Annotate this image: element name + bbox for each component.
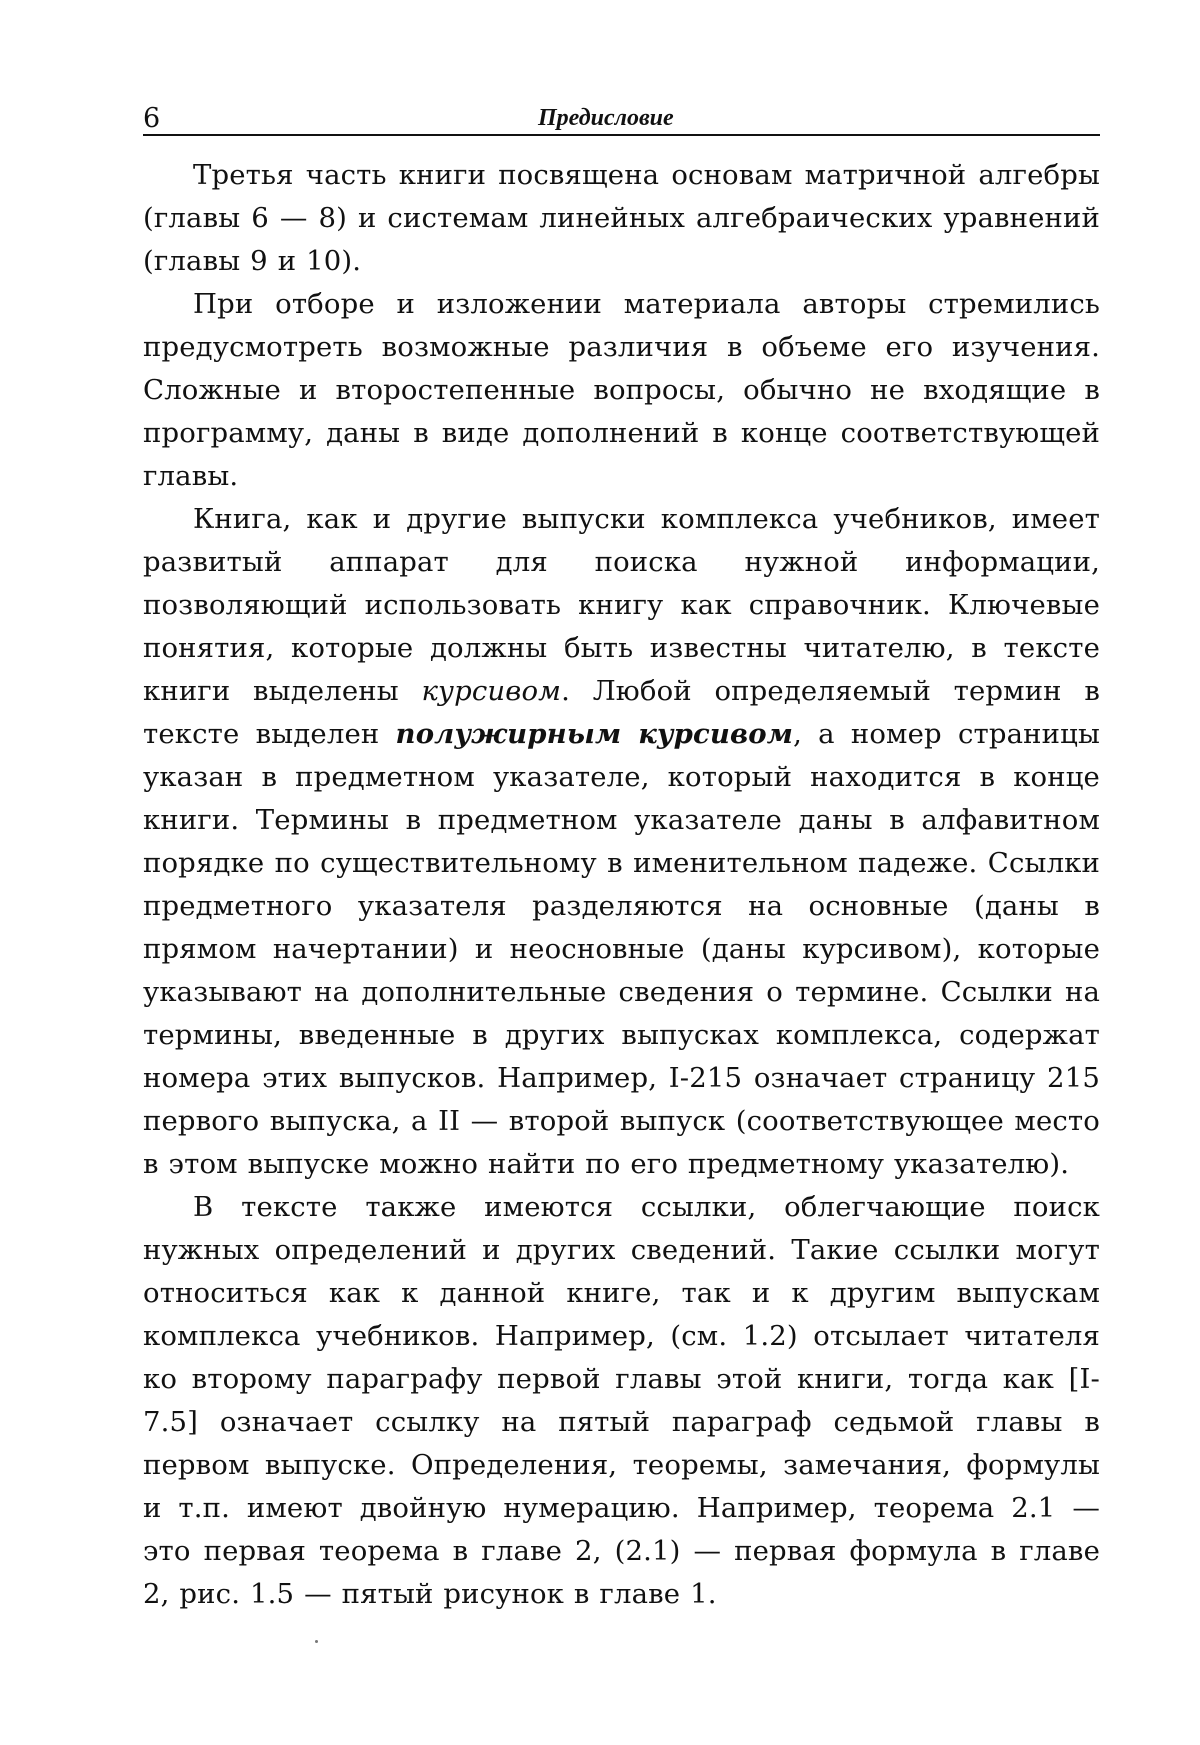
paragraph-3 — [143, 498, 1100, 1186]
scan-speck — [315, 1640, 318, 1643]
paragraph-4: В тексте также имеются ссылки, облегчающие поиск нужных определений и других сведений. Такие ссылки могут относиться как к данной книге, так и к другим выпускам комплекса учебников. Например, (см. 1.2) отсылает читателя ко второму параграфу первой главы этой книги, тогда как [I-7.5] означает ссылку на пятый параграф седьмой главы в первом выпуске. Определения, теоремы, замечания, формулы и т.п. имеют двойную нумерацию. Например, теорема 2.1 — это первая теорема в главе 2, (2.1) — первая формула в главе 2, рис. 1.5 — пятый рисунок в главе 1. — [143, 1191, 1100, 1610]
body-text — [143, 154, 1100, 1616]
bold-italic-term: полужирным курсивом — [395, 718, 794, 750]
page — [143, 100, 1100, 1616]
paragraph-3-text-b: . Любой определяемый термин в тексте выделен — [143, 675, 1100, 750]
paragraph-3-text-a: Книга, как и другие выпуски комплекса учебников, имеет развитый аппарат для поиска нужной информации, позволяющий использовать книгу как справочник. Ключевые понятия, которые должны быть известны читателю, в тексте книги выделены — [143, 503, 1100, 707]
paragraph-2: При отборе и изложении материала авторы стремились предусмотреть возможные различия в объеме его изучения. Сложные и второстепенные вопросы, обычно не входящие в программу, даны в виде дополнений в конце соответствующей главы. — [143, 288, 1100, 492]
italic-term: курсивом — [421, 675, 562, 707]
running-header — [143, 100, 1100, 136]
page-number: 6 — [143, 103, 161, 134]
paragraph-1: Третья часть книги посвящена основам матричной алгебры (главы 6 — 8) и системам линейных алгебраических уравнений (главы 9 и 10). — [143, 159, 1100, 277]
paragraph-3-text-c: , а номер страницы указан в предметном указателе, который находится в конце книги. Термины в предметном указателе даны в алфавитном порядке по существительному в именительном падеже. Ссылки предметного указателя разделяются на основные (даны в прямом начертании) и неосновные (даны курсивом), которые указывают на дополнительные сведения о термине. Ссылки на термины, введенные в других выпусках комплекса, содержат номера этих выпусков. Например, I-215 означает страницу 215 первого выпуска, а II — второй выпуск (соответствующее место в этом выпуске можно найти по его предметному указателю). — [143, 718, 1101, 1180]
running-title: Предисловие — [538, 105, 674, 131]
